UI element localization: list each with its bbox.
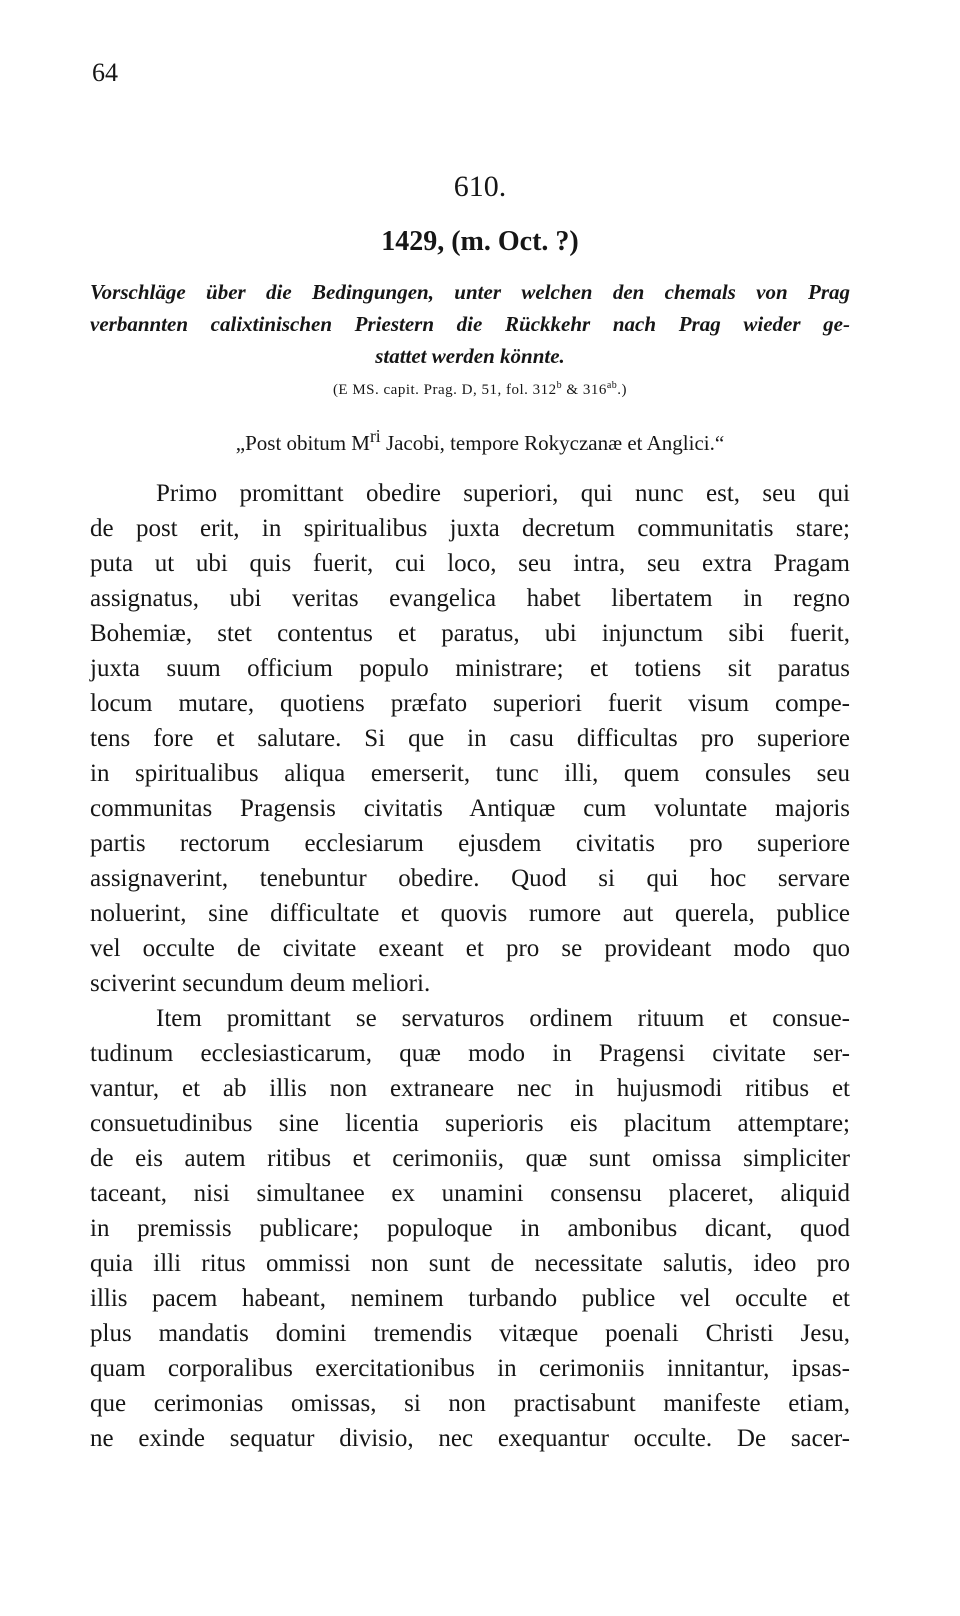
- source-text: .): [617, 382, 628, 398]
- paragraph-1-line: assignatus, ubi veritas evangelica habet libertatem in regno: [90, 585, 850, 612]
- paragraph-1-line: puta ut ubi quis fuerit, cui loco, seu intra, seu extra Pragam: [90, 550, 850, 577]
- paragraph-1-line: locum mutare, quotiens præfato superiori fuerit visum compe-: [90, 690, 850, 717]
- caption-superscript: ri: [369, 426, 381, 446]
- paragraph-1-line: assignaverint, tenebuntur obedire. Quod si qui hoc servare: [90, 865, 850, 892]
- paragraph-1-line: tens fore et salutare. Si que in casu difficultas pro superiore: [90, 725, 850, 752]
- paragraph-1-line: vel occulte de civitate exeant et pro se provideant modo quo: [90, 935, 850, 962]
- paragraph-2-line: illis pacem habeant, neminem turbando publice vel occulte et: [90, 1285, 850, 1312]
- paragraph-2-line: de eis autem ritibus et cerimoniis, quæ sunt omissa simpliciter: [90, 1145, 850, 1172]
- paragraph-1-line: Primo promittant obedire superiori, qui nunc est, seu qui: [156, 480, 850, 507]
- source-superscript: ab: [606, 380, 618, 391]
- summary-line: stattet werden könnte.: [375, 344, 565, 368]
- source-text: (E MS. capit. Prag. D, 51, fol. 312: [332, 382, 557, 398]
- paragraph-2-line: plus mandatis domini tremendis vitæque poenali Christi Jesu,: [90, 1320, 850, 1347]
- paragraph-2-line: quia illi ritus ommissi non sunt de necessitate salutis, ideo pro: [90, 1250, 850, 1277]
- paragraph-1-line: communitas Pragensis civitatis Antiquæ cum voluntate majoris: [90, 795, 850, 822]
- summary-line: verbannten calixtinischen Priestern die Rückkehr nach Prag wieder ge-: [90, 312, 850, 336]
- summary-line: Vorschläge über die Bedingungen, unter welchen den chemals von Prag: [90, 280, 850, 304]
- paragraph-1-line: in spiritualibus aliqua emerserit, tunc illi, quem consules seu: [90, 760, 850, 787]
- paragraph-2-line: quam corporalibus exercitationibus in cerimoniis innitantur, ipsas-: [90, 1355, 850, 1382]
- document-summary: [90, 276, 850, 372]
- body-text: [90, 476, 850, 1456]
- source-text: & 316: [562, 382, 607, 398]
- document-caption: [0, 426, 960, 456]
- source-superscript: b: [556, 380, 563, 391]
- source-reference: [0, 380, 960, 399]
- paragraph-1-line: partis rectorum ecclesiarum ejusdem civitatis pro superiore: [90, 830, 850, 857]
- paragraph-2-line: tudinum ecclesiasticarum, quæ modo in Pragensi civitate ser-: [90, 1040, 850, 1067]
- paragraph-2-line: consuetudinibus sine licentia superioris eis placitum attemptare;: [90, 1110, 850, 1137]
- page-number: 64: [92, 58, 118, 87]
- caption-text: Jacobi, tempore Rokyczanæ et Anglici.“: [380, 431, 725, 455]
- paragraph-1-line: de post erit, in spiritualibus juxta decretum communitatis stare;: [90, 515, 850, 542]
- paragraph-2-line: in premissis publicare; populoque in ambonibus dicant, quod: [90, 1215, 850, 1242]
- paragraph-2-line: ne exinde sequatur divisio, nec exequantur occulte. De sacer-: [90, 1425, 850, 1452]
- paragraph-1-line: sciverint secundum deum meliori.: [90, 970, 431, 997]
- document-number: 610.: [453, 170, 507, 203]
- paragraph-2-line: Item promittant se servaturos ordinem rituum et consue-: [156, 1005, 850, 1032]
- paragraph-1-line: noluerint, sine difficultate et quovis rumore aut querela, publice: [90, 900, 850, 927]
- paragraph-2-line: taceant, nisi simultanee ex unamini consensu placeret, aliquid: [90, 1180, 850, 1207]
- paragraph-1-line: Bohemiæ, stet contentus et paratus, ubi injunctum sibi fuerit,: [90, 620, 850, 647]
- paragraph-2-line: que cerimonias omissas, si non practisabunt manifeste etiam,: [90, 1390, 850, 1417]
- paragraph-2-line: vantur, et ab illis non extraneare nec in hujusmodi ritibus et: [90, 1075, 850, 1102]
- caption-text: „Post obitum M: [235, 431, 370, 455]
- document-date: 1429, (m. Oct. ?): [381, 226, 579, 257]
- paragraph-1-line: juxta suum officium populo ministrare; et totiens sit paratus: [90, 655, 850, 682]
